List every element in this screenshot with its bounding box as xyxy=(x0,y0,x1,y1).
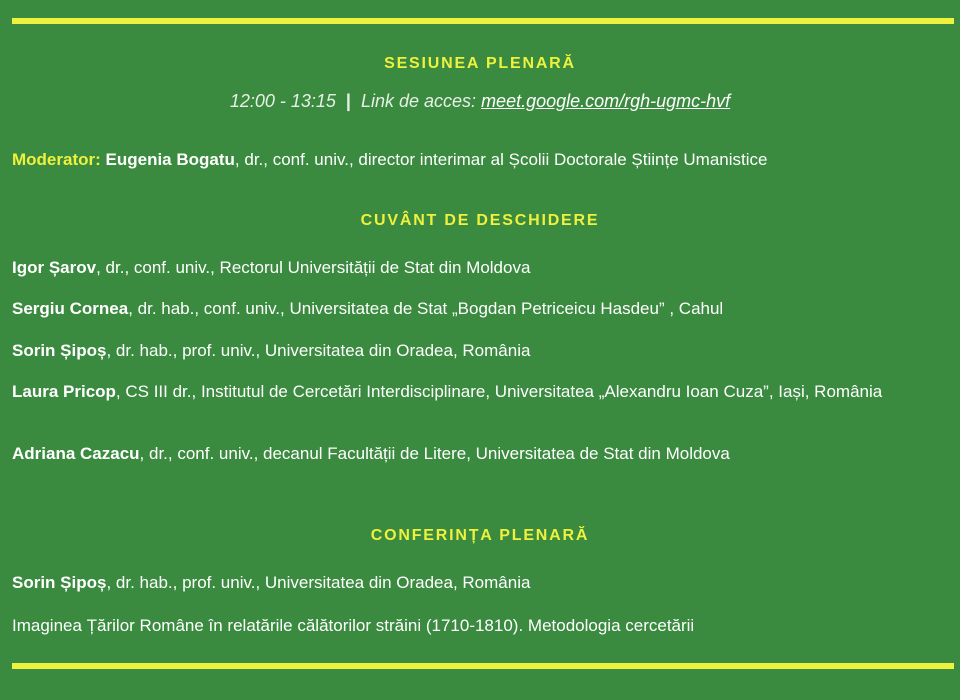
speaker-description: , dr., conf. univ., Rectorul Universității de Stat din Moldova xyxy=(96,258,531,277)
session-info xyxy=(0,91,960,112)
speaker-name: Laura Pricop xyxy=(12,382,116,401)
speaker-name: Sorin Șipoș xyxy=(12,341,107,360)
link-label: Link de acces: xyxy=(360,91,477,111)
session-time: 12:00 - 13:15 xyxy=(229,91,336,111)
opening-speaker xyxy=(12,258,947,278)
speaker-name: Adriana Cazacu xyxy=(12,444,140,463)
moderator-description: , dr., conf. univ., director interimar al Școlii Doctorale Științe Umanistice xyxy=(234,150,768,169)
speaker-name: Sorin Șipoș xyxy=(12,573,107,592)
speaker-description: , dr. hab., prof. univ., Universitatea din Oradea, România xyxy=(106,341,531,360)
conference-topic: Imaginea Țărilor Române în relatările călătorilor străini (1710-1810). Metodologia cercetării xyxy=(12,616,695,635)
opening-speaker xyxy=(12,299,947,319)
meet-link[interactable]: meet.google.com/rgh-ugmc-hvf xyxy=(481,91,731,111)
conference-speaker xyxy=(12,573,947,593)
speaker-description: , dr., conf. univ., decanul Facultății de Litere, Universitatea de Stat din Moldova xyxy=(139,444,730,463)
moderator-name: Eugenia Bogatu xyxy=(105,150,235,169)
session-title: SESIUNEA PLENARĂ xyxy=(384,55,576,72)
speaker-description: , CS III dr., Institutul de Cercetări Interdisciplinare, Universitatea „Alexandru Ioan Cuza”, Iași, România xyxy=(115,382,883,401)
speaker-name: Sergiu Cornea xyxy=(12,299,129,318)
opening-title: CUVÂNT DE DESCHIDERE xyxy=(360,212,600,229)
speaker-description: , dr. hab., conf. univ., Universitatea de Stat „Bogdan Petriceicu Hasdeu” , Cahul xyxy=(128,299,724,318)
speaker-description: , dr. hab., prof. univ., Universitatea din Oradea, România xyxy=(106,573,531,592)
bottom-divider xyxy=(12,663,954,669)
speaker-name: Igor Șarov xyxy=(12,258,97,277)
conference-title: CONFERINȚA PLENARĂ xyxy=(370,527,590,544)
opening-speaker xyxy=(12,382,947,402)
separator: | xyxy=(345,91,351,111)
opening-speaker xyxy=(12,444,947,464)
opening-speaker xyxy=(12,341,947,361)
moderator-line xyxy=(12,150,947,170)
moderator-label: Moderator: xyxy=(12,150,101,169)
top-divider xyxy=(12,18,954,24)
